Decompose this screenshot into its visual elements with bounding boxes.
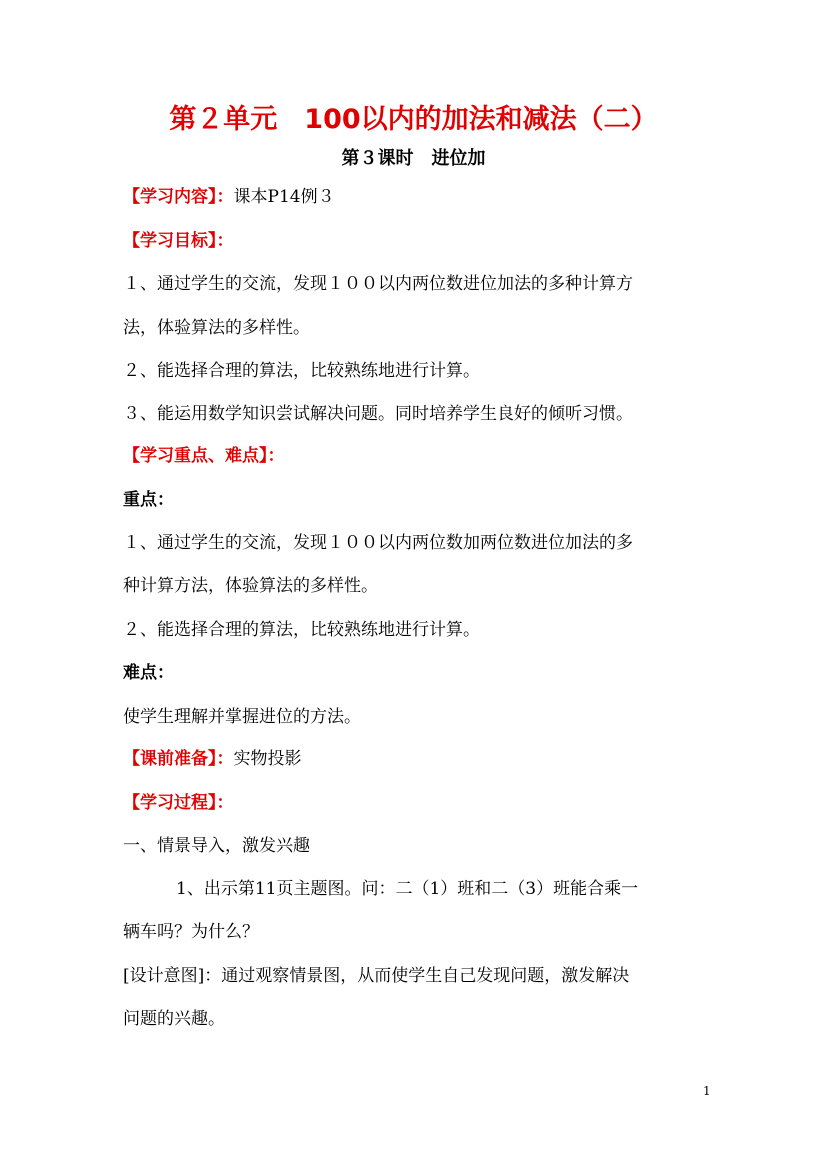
- difficulty-label: 难点：: [123, 663, 174, 683]
- step1-line-b: 辆车吗？为什么？: [123, 922, 259, 942]
- content-text: 课本P14例３: [233, 187, 335, 207]
- process-heading: 【学习过程】：: [123, 793, 234, 813]
- prep-text: 实物投影: [233, 749, 302, 769]
- goals-heading: 【学习目标】：: [123, 231, 234, 251]
- prep-heading: 【课前准备】：: [123, 749, 234, 769]
- page-number: 1: [703, 1084, 711, 1098]
- keypoints-heading: 【学习重点、难点】：: [123, 446, 285, 466]
- goal3-line: ３、能运用数学知识尝试解决问题。同时培养学生良好的倾听习惯。: [123, 404, 633, 424]
- prep-line: [123, 747, 302, 771]
- unit-title: 第２单元 100以内的加法和减法（二）: [169, 104, 658, 135]
- key1-line-b: 种计算方法，体验算法的多样性。: [123, 576, 378, 596]
- content-heading: 【学习内容】：: [123, 187, 234, 207]
- design-line-a: [设计意图]：通过观察情景图，从而使学生自己发现问题，激发解决: [123, 966, 630, 986]
- key-label: 重点：: [123, 490, 174, 510]
- goal2-line: ２、能选择合理的算法，比较熟练地进行计算。: [123, 361, 480, 381]
- difficulty-text: 使学生理解并掌握进位的方法。: [123, 707, 361, 727]
- goal1-line-b: 法，体验算法的多样性。: [123, 318, 310, 338]
- goal1-line-a: １、通过学生的交流，发现１００以内两位数进位加法的多种计算方: [123, 274, 633, 294]
- key1-line-a: １、通过学生的交流，发现１００以内两位数加两位数进位加法的多: [123, 533, 633, 553]
- step1-line-a: 1、出示第11页主题图。问：二（1）班和二（3）班能合乘一: [176, 879, 639, 899]
- section1-heading: 一、情景导入，激发兴趣: [123, 836, 310, 856]
- lesson-subtitle: 第３课时 进位加: [341, 148, 486, 169]
- design-line-b: 问题的兴趣。: [123, 1009, 225, 1029]
- key2-line: ２、能选择合理的算法，比较熟练地进行计算。: [123, 620, 480, 640]
- content-line: [123, 185, 335, 209]
